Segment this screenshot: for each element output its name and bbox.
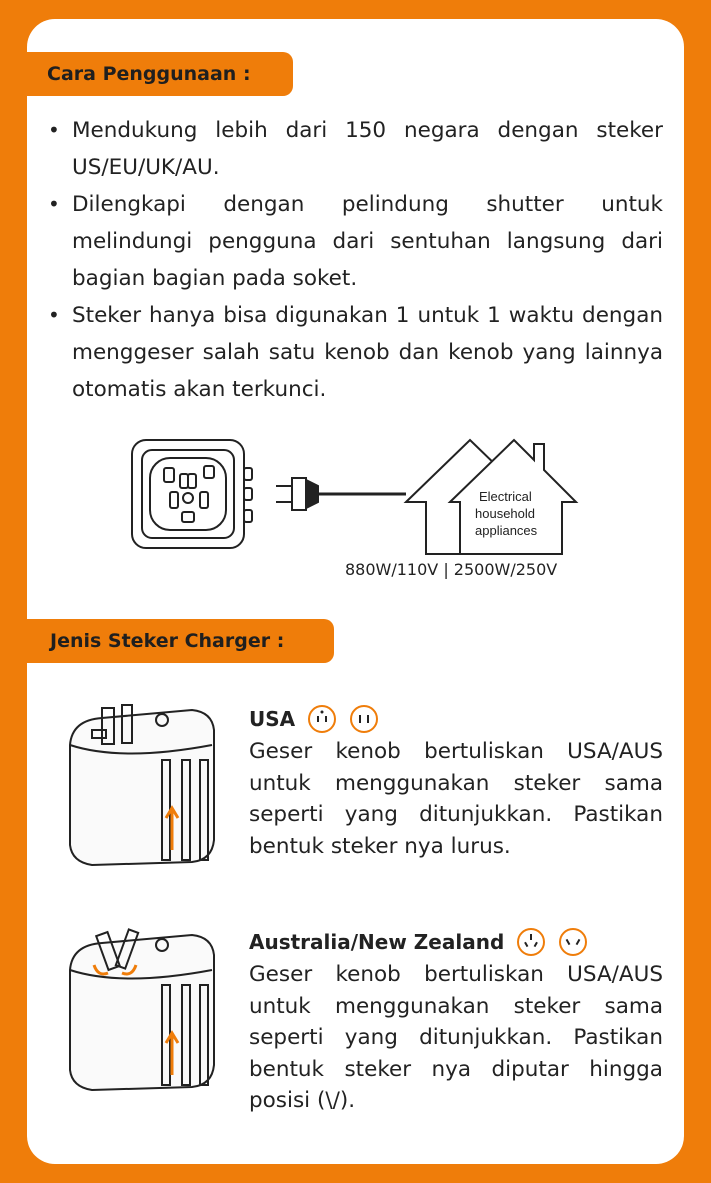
bullet-dot-icon: • xyxy=(48,303,60,327)
adapter-usa-mode-image xyxy=(62,700,222,875)
bullet-dot-icon: • xyxy=(48,192,60,216)
usage-bullet-list xyxy=(48,112,663,408)
usa-outlet-3pin-icon xyxy=(307,704,337,734)
usa-outlet-2pin-icon xyxy=(349,704,379,734)
au-outlet-3pin-icon xyxy=(516,927,546,957)
house-label-line1: Electrical xyxy=(479,489,532,504)
bullet-item: • Steker hanya bisa digunakan 1 untuk 1 waktu dengan menggeser salah satu kenob dan kenob yang lainnya otomatis akan terkunci. xyxy=(48,297,663,408)
power-plug-icon xyxy=(276,478,406,510)
bullet-item: • Mendukung lebih dari 150 negara dengan steker US/EU/UK/AU. xyxy=(48,112,663,186)
australia-description: Geser kenob bertuliskan USA/AUS untuk menggunakan steker sama seperti yang ditunjukkan. Pastikan bentuk steker nya diputar hingga posisi (\/). xyxy=(249,962,663,1113)
adapter-front-icon xyxy=(132,440,252,548)
usa-plug-section xyxy=(249,702,663,862)
usa-heading: USA xyxy=(249,707,296,731)
usa-description: Geser kenob bertuliskan USA/AUS untuk menggunakan steker sama seperti yang ditunjukkan. Pastikan bentuk steker nya lurus. xyxy=(249,739,663,859)
section-title-usage: Cara Penggunaan : xyxy=(27,52,293,96)
adapter-australia-mode-image xyxy=(62,925,222,1100)
au-outlet-2pin-icon xyxy=(558,927,588,957)
section-title-plug-types: Jenis Steker Charger : xyxy=(27,619,334,663)
power-rating-caption: 880W/110V | 2500W/250V xyxy=(345,560,558,579)
bullet-item: • Dilengkapi dengan pelindung shutter untuk melindungi pengguna dari sentuhan langsung dari bagian bagian pada soket. xyxy=(48,186,663,297)
house-label-line3: appliances xyxy=(475,523,538,538)
bullet-dot-icon: • xyxy=(48,118,60,142)
house-label-line2: household xyxy=(475,506,535,521)
australia-plug-section xyxy=(249,925,663,1117)
australia-heading: Australia/New Zealand xyxy=(249,930,505,954)
